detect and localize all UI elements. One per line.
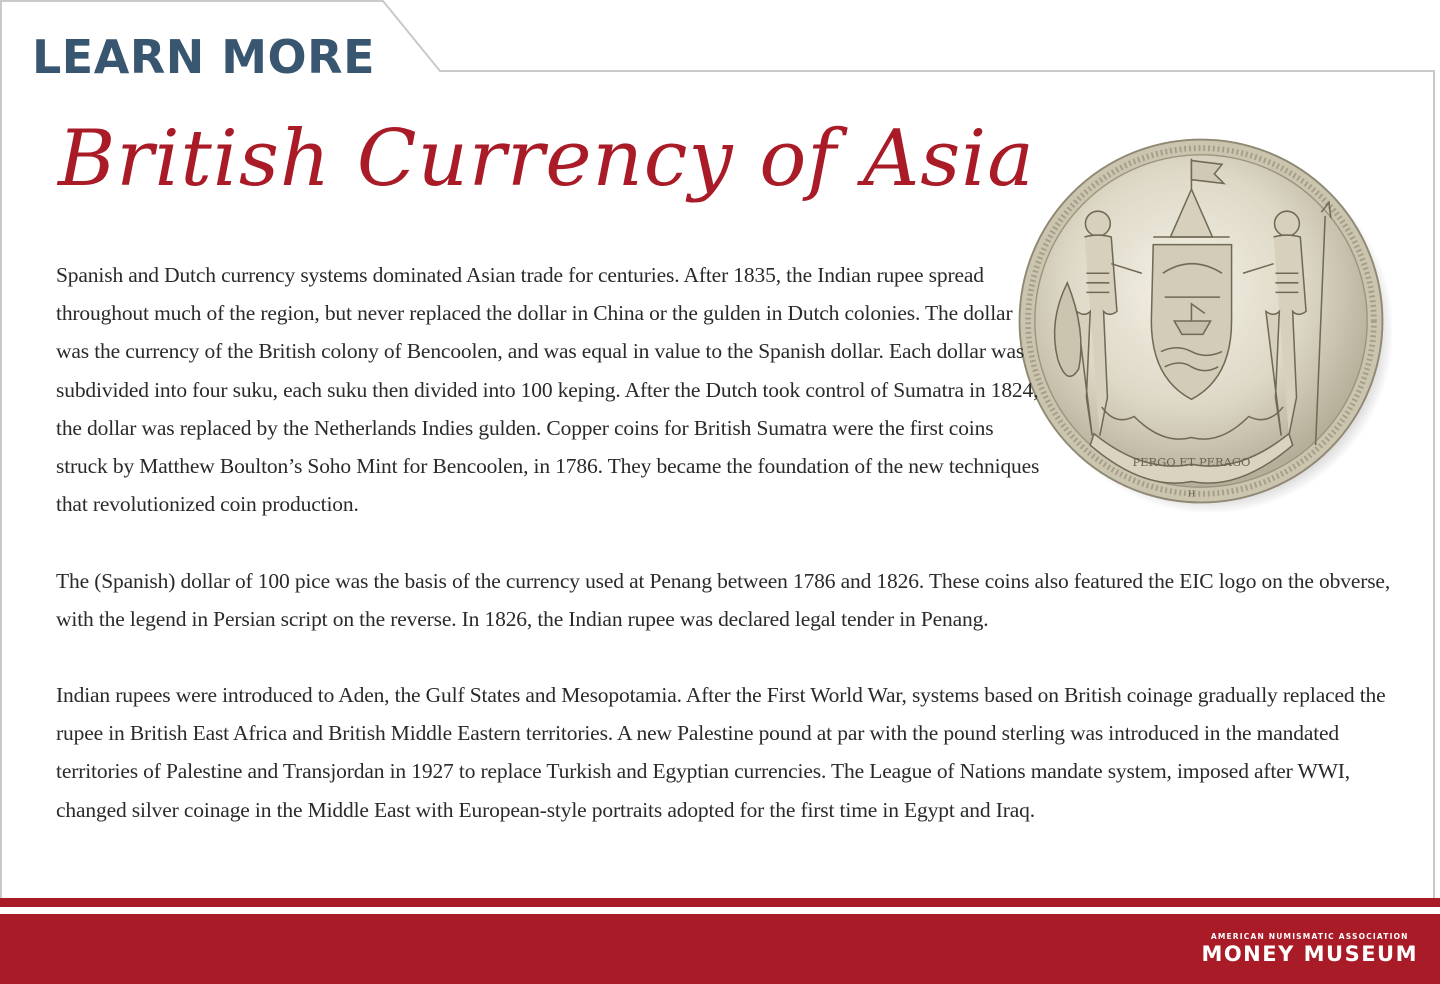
logo-museum: MONEY MUSEUM [1201,942,1418,966]
coin-icon [1010,130,1392,512]
footer-stripe [0,898,1440,907]
logo-org: AMERICAN NUMISMATIC ASSOCIATION [1210,932,1409,941]
section-label: LEARN MORE [32,30,375,84]
coin-mint-mark: H [1187,489,1196,500]
coin-motto: PERGO ET PERAGO [1132,455,1251,470]
museum-logo [1201,932,1418,966]
paragraph-penang: The (Spanish) dollar of 100 pice was the basis of the currency used at Penang between 1786 and 1826. These coins also featured the EIC logo on the obverse, with the legend in Persian script on the reverse. In 1826, the Indian rupee was declared legal tender in Penang. [56,569,1391,632]
paragraph-intro: Spanish and Dutch currency systems dominated Asian trade for centuries. After 1835, the Indian rupee spread throughout much of the region, but never replaced the dollar in China or the gulden in Dutch colonies. The dollar was the currency of the British colony of Bencoolen, and was equal in value to the Spanish dollar. Each dollar was subdivided into four suku, each suku then divided into 100 keping. After the Dutch took control of Sumatra in 1824, the dollar was replaced by the Netherlands Indies gulden. Copper coins for British Sumatra were the first coins struck by Matthew Boulton’s Soho Mint for Bencoolen, in 1786. They became the foundation of the new techniques that revolutionized coin production. [56,263,1040,517]
paragraph-middle-east: Indian rupees were introduced to Aden, the Gulf States and Mesopotamia. After the First World War, systems based on British coinage gradually replaced the rupee in British East Africa and British Middle Eastern territories. A new Palestine pound at par with the pound sterling was introduced in the mandated territories of Palestine and Transjordan in 1927 to replace Turkish and Egyptian currencies. The League of Nations mandate system, imposed after WWI, changed silver coinage in the Middle East with European-style portraits adopted for the first time in Egypt and Iraq. [56,683,1386,822]
page-title: British Currency of Asia [58,114,1035,204]
